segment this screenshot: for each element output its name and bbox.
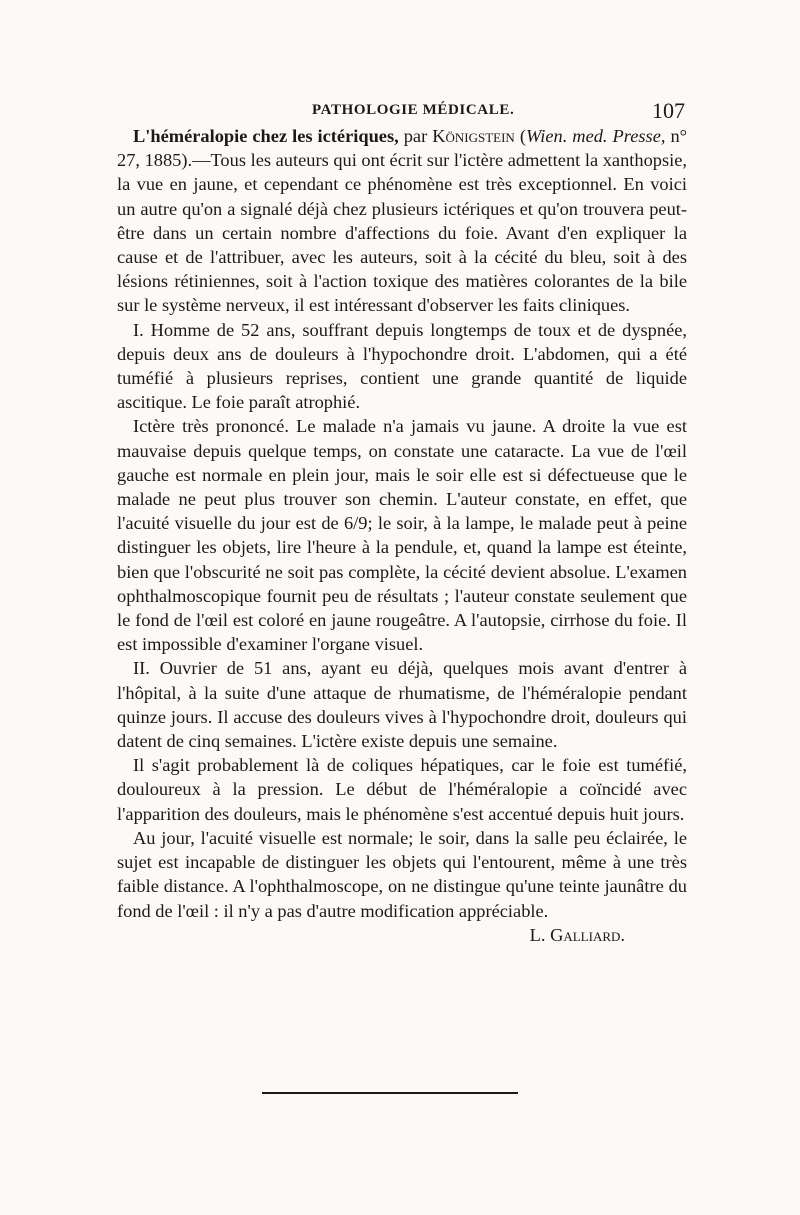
author-signature: L. Galliard. [529,924,625,945]
case-two-findings-paragraph [117,826,687,945]
case-one-findings-paragraph: Ictère très prononcé. Le malade n'a jamais vu jaune. A droite la vue est mauvaise depuis quelque temps, on constate une cataracte. La vue de l'œil gauche est normale en plein jour, mais le soir elle est si défectueuse que le malade ne peut plus trouver son chemin. L'auteur constate, en effet, que l'acuité visuelle du jour est de 6/9; le soir, à la lampe, le malade peut à peine distinguer les objets, lire l'heure à la pendule, et, quand la lampe est éteinte, bien que l'obscurité ne soit pas complète, la cécité devient absolue. L'examen ophthalmoscopique fournit peu de résultats ; l'auteur constate seulement que le fond de l'œil est coloré en jaune rougeâtre. A l'autopsie, cirrhose du foie. Il est impossible d'examiner l'organe visuel. [117,416,687,655]
article-by: par [403,126,428,146]
article-title: L'héméralopie chez les ictériques, [133,126,399,146]
journal-name: Wien. med. Presse [525,126,661,146]
last-paragraph-text: Au jour, l'acuité visuelle est normale; le soir, dans la salle peu éclairée, le sujet est incapable de distinguer les objets qui l'entourent, même à une très faible distance. A l'ophthalmoscope, on ne distingue qu'une teinte jaunâtre du fond de l'œil : il n'y a pas d'autre modification appréciable. [117,827,687,921]
closing-rule [262,1092,518,1094]
page-number: 107 [652,98,685,123]
citation-open: ( [519,126,526,146]
article-body [117,124,687,947]
article-intro-text: —Tous les auteurs qui ont écrit sur l'ictère admettent la xanthopsie, la vue en jaune, et cependant ce phénomène est très exceptionnel. En voici un autre qu'on a signalé déjà chez plusieurs ictériques et qu'on trouvera peut-être dans un certain nombre d'affections du foie. Avant d'en expliquer la cause et de l'attribuer, avec les auteurs, soit à la cécité du bleu, soit à des lésions rétiniennes, soit à l'action toxique des matières colorantes de la bile sur le système nerveux, il est intéressant d'observer les faits cliniques. [117,150,687,316]
case-two-diagnosis-paragraph: Il s'agit probablement là de coliques hépatiques, car le foie est tuméfié, douloureux à la pression. Le début de l'héméralopie a coïncidé avec l'apparition des douleurs, mais le phénomène s'est accentué depuis huit jours. [117,755,687,824]
case-one-paragraph: I. Homme de 52 ans, souffrant depuis longtemps de toux et de dyspnée, depuis deux ans de douleurs à l'hypochondre droit. L'abdomen, qui a été tuméfié à plusieurs reprises, contient une grande quantité de liquide ascitique. Le foie paraît atrophié. [117,319,687,413]
running-head [117,98,687,124]
article-intro-paragraph [117,124,687,318]
article-author: Königstein [432,126,515,146]
case-two-paragraph: II. Ouvrier de 51 ans, ayant eu déjà, quelques mois avant d'entrer à l'hôpital, à la suite d'une attaque de rhumatisme, de l'héméralopie pendant quinze jours. Il accuse des douleurs vives à l'hypochondre droit, douleurs qui datent de cinq semaines. L'ictère existe depuis une semaine. [117,658,687,752]
citation-details: , n° 27, 1885). [117,126,688,171]
running-title: PATHOLOGIE MÉDICALE. [312,102,515,118]
